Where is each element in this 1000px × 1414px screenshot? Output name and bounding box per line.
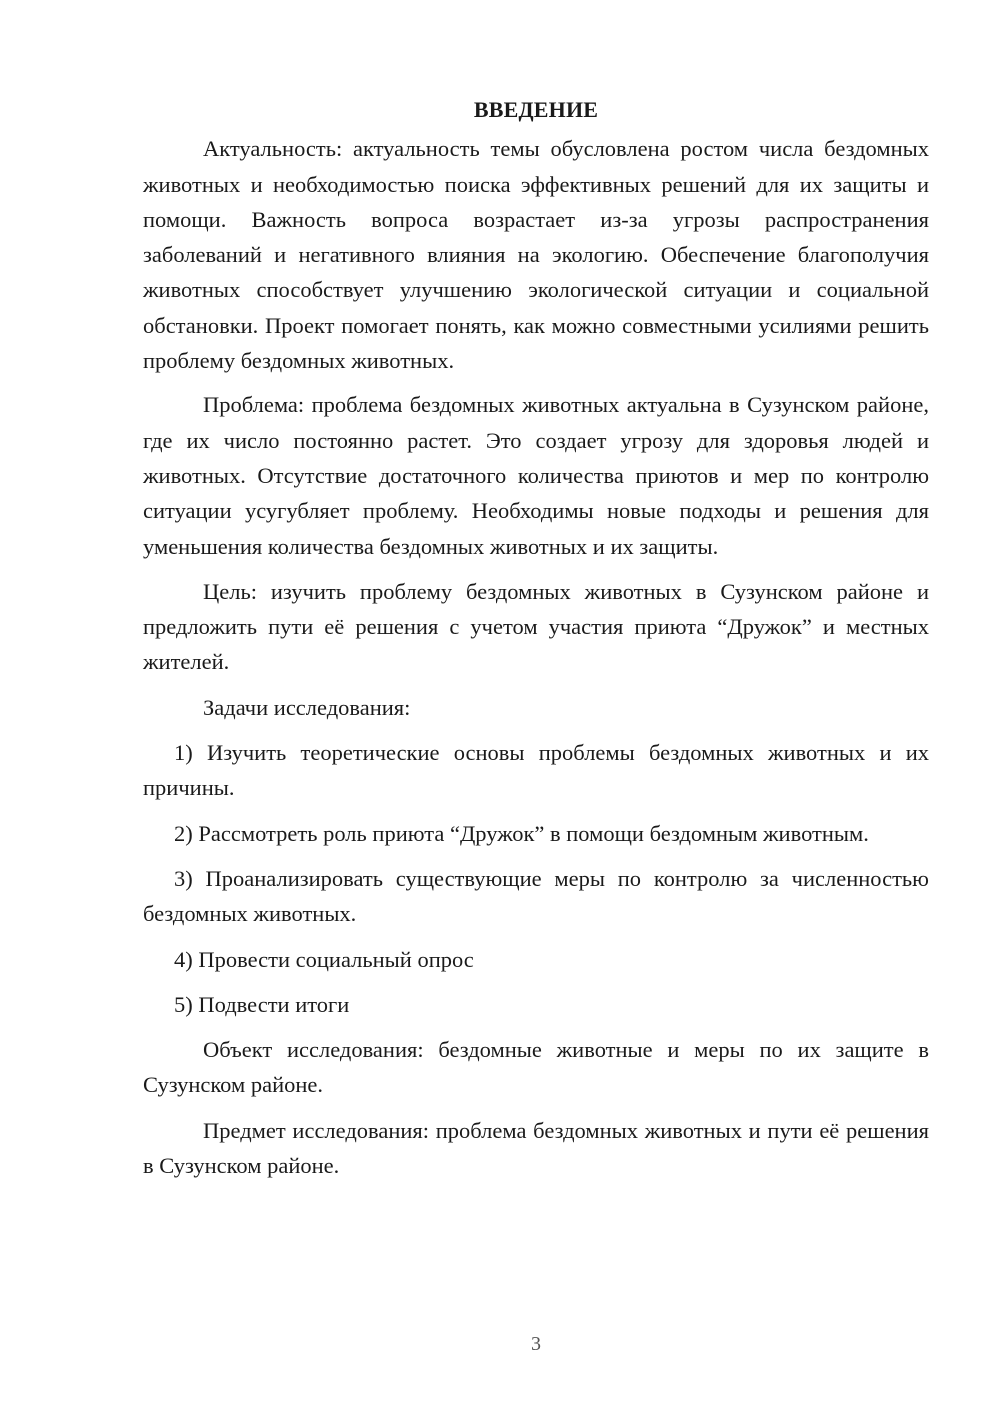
problem-paragraph: Проблема: проблема бездомных животных актуальна в Сузунском районе, где их число постоянно растет. Это создает угрозу для здоровья людей и животных. Отсутствие достаточного количества приютов и мер по контролю ситуации усугубляет проблему. Необходимы новые подходы и решения для уменьшения количества бездомных животных и их защиты. (143, 392, 929, 559)
goal-paragraph: Цель: изучить проблему бездомных животных в Сузунском районе и предложить пути её решения с учетом участия приюта “Дружок” и местных жителей. (143, 578, 929, 675)
task-item: 3) Проанализировать существующие меры по контролю за численностью бездомных животных. (143, 865, 929, 927)
page-number: 3 (531, 1333, 541, 1355)
task-item: 1) Изучить теоретические основы проблемы бездомных животных и их причины. (143, 740, 929, 801)
tasks-heading: Задачи исследования: (203, 694, 411, 720)
task-item: 2) Рассмотреть роль приюта “Дружок” в помощи бездомным животным. (174, 820, 869, 846)
subject-paragraph: Предмет исследования: проблема бездомных животных и пути её решения в Сузунском районе. (143, 1117, 929, 1179)
relevance-paragraph: Актуальность: актуальность темы обусловлена ростом числа бездомных животных и необходимостью поиска эффективных решений для их защиты и помощи. Важность вопроса возрастает из-за угрозы распространения заболеваний и негативного влияния на экологию. Обеспечение благополучия животных способствует улучшению экологической ситуации и социальной обстановки. Проект помогает понять, как можно совместными усилиями решить проблему бездомных животных. (143, 136, 929, 374)
object-paragraph: Объект исследования: бездомные животные и меры по их защите в Сузунском районе. (143, 1037, 929, 1098)
page-content (143, 92, 929, 1193)
task-item: 5) Подвести итоги (174, 991, 350, 1017)
task-item: 4) Провести социальный опрос (174, 946, 474, 972)
section-title: ВВЕДЕНИЕ (473, 97, 599, 122)
